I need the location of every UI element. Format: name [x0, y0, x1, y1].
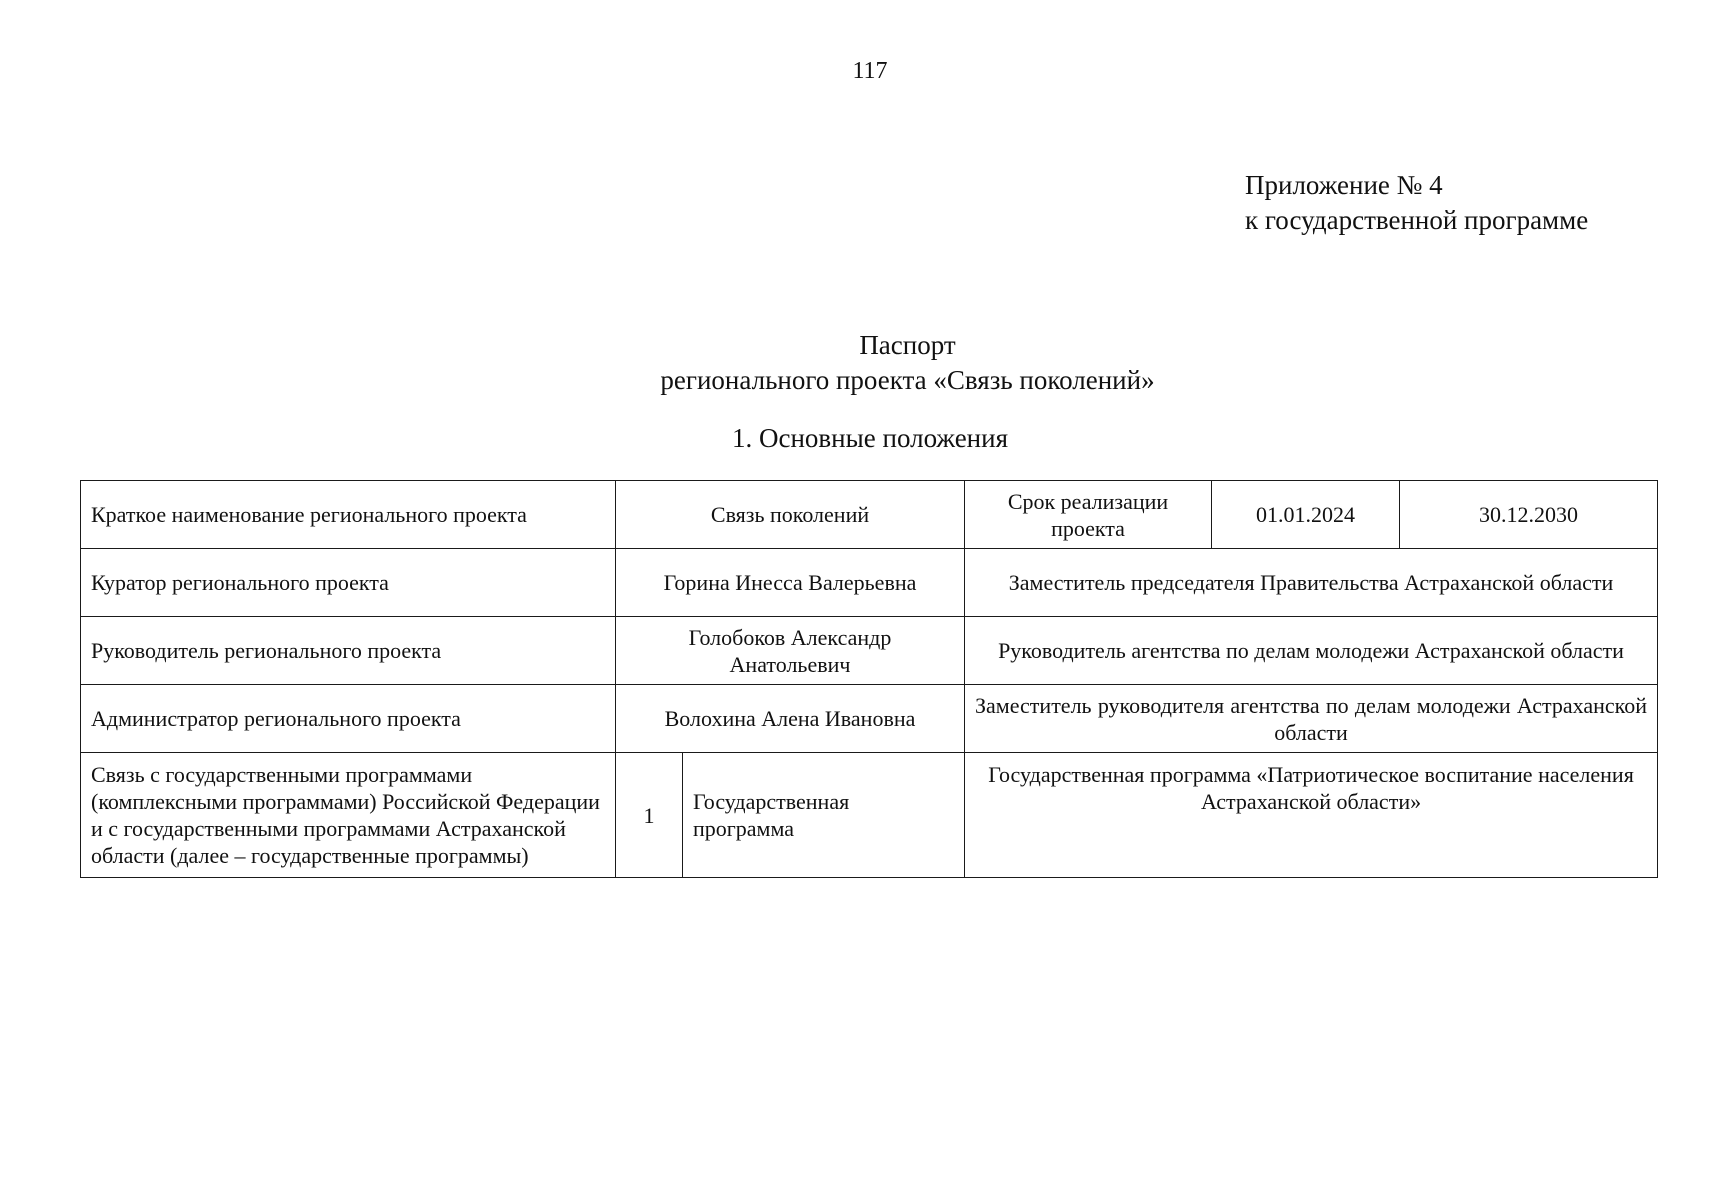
programs-label: Связь с государственными программами (комплексными программами) Российской Федерации и с государственными программами Астраханской области (далее – государственные программы) [81, 753, 616, 878]
administrator-position: Заместитель руководителя агентства по делам молодежи Астраханской области [965, 685, 1658, 753]
term-label: Срок реализации проекта [965, 481, 1212, 549]
start-date: 01.01.2024 [1212, 481, 1400, 549]
end-date: 30.12.2030 [1400, 481, 1658, 549]
page-number: 117 [852, 58, 888, 84]
program-number: 1 [616, 753, 683, 878]
curator-label: Куратор регионального проекта [81, 549, 616, 617]
title-line-1: Паспорт [859, 330, 956, 360]
table-row [81, 617, 1658, 685]
appendix-header [1245, 168, 1588, 238]
passport-table [80, 480, 1658, 878]
program-name: Государственная программа «Патриотическое воспитание населения Астраханской области» [965, 753, 1658, 878]
head-name: Голобоков Александр Анатольевич [616, 617, 965, 685]
section-title: 1. Основные положения [732, 423, 1008, 453]
program-type: Государственная программа [683, 753, 965, 878]
table-row [81, 481, 1658, 549]
short-name-value: Связь поколений [616, 481, 965, 549]
administrator-name: Волохина Алена Ивановна [616, 685, 965, 753]
appendix-line-2: к государственной программе [1245, 205, 1589, 235]
table-row [81, 549, 1658, 617]
head-label: Руководитель регионального проекта [81, 617, 616, 685]
head-position: Руководитель агентства по делам молодежи Астраханской области [965, 617, 1658, 685]
title-line-2: регионального проекта «Связь поколений» [660, 365, 1155, 395]
short-name-label: Краткое наименование регионального проекта [81, 481, 616, 549]
curator-name: Горина Инесса Валерьевна [616, 549, 965, 617]
table-row [81, 753, 1658, 878]
table-row [81, 685, 1658, 753]
administrator-label: Администратор регионального проекта [81, 685, 616, 753]
document-title [0, 328, 1721, 398]
appendix-line-1: Приложение № 4 [1245, 170, 1443, 200]
curator-position: Заместитель председателя Правительства Астраханской области [965, 549, 1658, 617]
